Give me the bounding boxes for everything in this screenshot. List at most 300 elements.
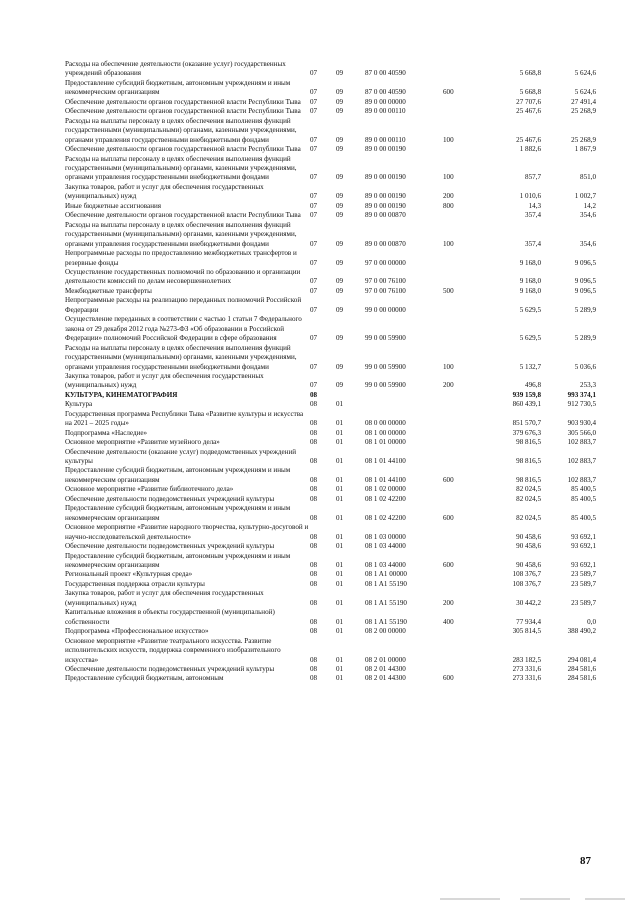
row-sum-year-2: 25 268,9 [571,135,596,144]
row-subsection: 09 [336,305,344,314]
row-expense-type: 600 [443,674,454,683]
row-target-article: 08 1 A1 55190 [365,617,407,626]
row-subsection: 01 [336,665,344,673]
row-section: 08 [310,494,318,503]
row-name: Обеспечение деятельности органов государственной власти Республики Тыва [65,107,301,116]
row-name: Расходы на выплаты персоналу в целях обеспечения выполнения функций государственными (муниципальными) органами, казенными учреждениями, органами управления государственными внебюджетными фондами [65,116,297,144]
row-name: Расходы на выплаты персоналу в целях обеспечения выполнения функций государственными (муниципальными) органами, казенными учреждениями, органами управления государственными внебюджетными фондами [65,154,297,182]
row-target-article: 99 0 00 00000 [365,305,406,314]
row-target-article: 08 2 00 00000 [365,627,406,636]
row-name: Основное мероприятие «Развитие музейного дела» [65,438,220,447]
row-subsection: 01 [336,570,344,579]
row-expense-type [443,145,483,154]
row-expense-type [443,211,483,220]
row-name: Расходы на выплаты персоналу в целях обеспечения выполнения функций государственными (муниципальными) органами, казенными учреждениями, органами управления государственными внебюджетными фондами [65,343,297,371]
table-row [65,627,598,636]
table-row [65,107,598,116]
row-subsection: 01 [336,542,344,551]
row-section: 07 [310,286,318,295]
row-name: Обеспечение деятельности подведомственных учреждений культуры [65,494,275,503]
row-target-article [365,391,443,400]
row-section: 07 [310,135,318,144]
row-subsection: 09 [336,145,344,154]
row-name: Обеспечение деятельности подведомственных учреждений культуры [65,665,275,673]
table-row [65,589,598,608]
row-subsection: 01 [336,561,344,570]
row-sum-year-2: 23 589,7 [571,570,596,579]
row-name: Обеспечение деятельности подведомственных учреждений культуры [65,542,275,551]
row-name: Обеспечение деятельности органов государственной власти Республики Тыва [65,97,301,106]
row-target-article: 89 0 00 00870 [365,239,406,248]
table-row [65,296,598,315]
row-sum-year-1: 496,8 [525,381,541,390]
row-expense-type [443,570,483,579]
row-section: 08 [310,579,318,588]
row-sum-year-2: 14,2 [583,201,596,210]
row-sum-year-2: 23 589,7 [571,598,596,607]
row-section: 08 [310,485,318,494]
row-sum-year-1: 25 467,6 [516,107,541,116]
row-section: 07 [310,201,318,210]
row-expense-type [443,391,483,400]
row-sum-year-2: 85 400,5 [571,513,596,522]
row-sum-year-2: 305 566,0 [567,428,596,437]
row-section: 08 [310,532,318,541]
row-sum-year-1: 108 376,7 [512,570,541,579]
table-row [65,504,598,523]
row-section: 07 [310,173,318,182]
row-expense-type: 800 [443,201,454,210]
row-target-article: 08 1 02 42200 [365,494,406,503]
row-subsection: 09 [336,277,344,286]
row-subsection: 09 [336,107,344,116]
row-subsection [336,391,365,400]
row-target-article: 08 1 01 44100 [365,457,406,466]
row-sum-year-2: 23 589,7 [571,579,596,588]
table-row [65,466,598,485]
row-sum-year-2: 851,0 [580,173,596,182]
row-subsection: 01 [336,400,344,409]
row-section: 07 [310,258,318,267]
row-sum-year-1: 98 816,5 [516,475,541,484]
row-target-article: 08 2 01 44300 [365,674,406,683]
row-expense-type [443,296,483,315]
row-name: Обеспечение деятельности органов государственной власти Республики Тыва [65,145,301,154]
row-subsection: 01 [336,598,344,607]
row-name: Культура [65,400,93,409]
row-sum-year-1: 1 010,6 [519,192,541,201]
row-sum-year-1: 25 467,6 [516,135,541,144]
row-expense-type [443,268,483,287]
table-row [65,211,598,220]
row-expense-type: 500 [443,286,454,295]
row-sum-year-2: 27 491,4 [571,97,596,106]
row-sum-year-1: 9 168,0 [519,258,541,267]
row-section: 07 [310,211,318,220]
table-row [65,410,598,429]
row-sum-year-2: 93 692,1 [571,542,596,551]
row-sum-year-2: 102 883,7 [567,438,596,447]
row-sum-year-1: 379 676,3 [512,428,541,437]
row-section: 07 [310,107,318,116]
row-target-article: 97 0 00 76100 [365,277,406,286]
row-section: 08 [310,419,318,428]
row-expense-type [443,107,483,116]
table-row [65,344,598,372]
row-sum-year-1: 9 168,0 [519,286,541,295]
row-sum-year-1: 82 024,5 [516,513,541,522]
row-subsection: 01 [336,438,344,447]
row-subsection: 09 [336,381,344,390]
table-row [65,145,598,154]
table-row [65,287,598,296]
row-section: 07 [310,334,318,343]
row-subsection: 01 [336,627,344,636]
row-subsection: 09 [336,69,344,78]
row-section: 08 [310,561,318,570]
row-target-article: 89 0 00 00190 [365,145,406,154]
row-expense-type: 400 [443,617,454,626]
row-sum-year-2: 102 883,7 [567,457,596,466]
row-sum-year-1: 851 570,7 [512,419,541,428]
table-row [65,429,598,438]
row-subsection: 09 [336,286,344,295]
row-expense-type [443,249,483,268]
row-sum-year-1: 90 458,6 [516,561,541,570]
row-subsection: 01 [336,419,344,428]
row-target-article: 99 0 00 59900 [365,362,406,371]
table-row [65,448,598,467]
table-row [65,495,598,504]
row-expense-type [443,438,483,447]
row-name: Подпрограмма «Наследие» [65,428,148,437]
row-sum-year-1: 82 024,5 [516,494,541,503]
row-sum-year-2: 1 002,7 [574,192,596,201]
row-sum-year-1: 305 814,5 [512,627,541,636]
row-name: Региональный проект «Культурная среда» [65,570,193,579]
row-target-article: 87 0 00 40590 [365,88,406,97]
table-row [65,400,598,409]
row-sum-year-2: 354,6 [580,211,596,220]
row-section: 07 [310,305,318,314]
row-target-article: 89 0 00 00190 [365,173,406,182]
table-row [65,485,598,494]
row-expense-type: 600 [443,88,454,97]
table-row [65,315,598,343]
row-name: Предоставление субсидий бюджетным, автономным учреждениям и иным некоммерческим организациям [65,504,291,522]
table-row [65,221,598,249]
row-expense-type [443,400,483,409]
row-sum-year-1: 860 439,1 [512,400,541,409]
row-section: 07 [310,145,318,154]
row-sum-year-2: 354,6 [580,239,596,248]
row-sum-year-1: 30 442,2 [516,598,541,607]
row-subsection: 01 [336,579,344,588]
row-name: Иные бюджетные ассигнования [65,201,162,210]
row-expense-type [443,542,483,551]
row-expense-type [443,429,483,438]
row-name: Предоставление субсидий бюджетным, автономным [65,674,224,683]
row-expense-type: 200 [443,192,454,201]
row-sum-year-1: 14,3 [528,201,541,210]
row-expense-type [443,665,483,674]
budget-table [65,60,598,684]
table-row [65,117,598,145]
table-row [65,665,598,674]
row-sum-year-1: 5 668,8 [519,69,541,78]
row-name: Основное мероприятие «Развитие народного творчества, культурно-досуговой и научно-исследовательской деятельности» [65,523,309,541]
row-section: 08 [310,674,318,683]
row-target-article: 89 0 00 00190 [365,192,406,201]
table-row [65,542,598,551]
row-name: Предоставление субсидий бюджетным, автономным учреждениям и иным некоммерческим организациям [65,551,291,570]
row-sum-year-2: 93 692,1 [571,532,596,541]
table-row [65,391,598,400]
row-sum-year-2: 284 581,6 [567,665,596,673]
row-name: Межбюджетные трансферты [65,286,152,295]
row-expense-type: 100 [443,362,454,371]
row-sum-year-2: 5 289,9 [574,334,596,343]
row-sum-year-2: 5 289,9 [574,305,596,314]
row-target-article: 08 1 A1 00000 [365,570,407,579]
row-sum-year-2: 9 096,5 [574,277,596,286]
row-sum-year-1: 273 331,6 [512,665,541,673]
row-target-article: 89 0 00 00870 [365,211,406,220]
row-section: 08 [310,627,318,636]
row-subsection: 01 [336,428,344,437]
row-expense-type [443,495,483,504]
row-expense-type: 200 [443,598,454,607]
row-subsection: 01 [336,475,344,484]
row-name: Осуществление переданных в соответствии с частью 1 статьи 7 Федерального закона от 29 декабря 2012 года №273-ФЗ «Об образовании в Российской Федерации» полномочий Российской Федерации в сфере образования [65,315,302,343]
row-sum-year-2: 9 096,5 [574,258,596,267]
row-name: Расходы на обеспечение деятельности (оказание услуг) государственных учреждений образования [65,60,286,78]
row-name: Государственная программа Республики Тыва «Развитие культуры и искусства на 2021 – 2025 годы» [65,409,304,428]
row-sum-year-1: 77 934,4 [516,617,541,626]
row-sum-year-2: 284 581,6 [567,674,596,683]
row-name: Закупка товаров, работ и услуг для обеспечения государственных (муниципальных) нужд [65,589,264,607]
row-section: 07 [310,239,318,248]
row-expense-type [443,627,483,636]
row-sum-year-2: 5 624,6 [574,69,596,78]
row-subsection: 09 [336,173,344,182]
row-sum-year-1: 857,7 [525,173,541,182]
table-row [65,637,598,665]
row-expense-type: 600 [443,475,454,484]
row-name: Осуществление государственных полномочий по образованию и организации деятельности комиссий по делам несовершеннолетних [65,267,301,286]
row-sum-year-2: 388 490,2 [567,627,596,636]
table-row [65,202,598,211]
row-subsection: 09 [336,362,344,371]
scan-edge-marks [0,895,639,905]
row-sum-year-2: 9 096,5 [574,286,596,295]
row-subsection: 09 [336,211,344,220]
row-target-article: 89 0 00 00110 [365,107,406,116]
row-section: 07 [310,277,318,286]
row-target-article: 08 1 03 44000 [365,561,406,570]
row-sum-year-1: 5 629,5 [519,305,541,314]
row-sum-year-1: 90 458,6 [516,532,541,541]
row-sum-year-2: 912 730,5 [567,400,596,409]
row-expense-type: 100 [443,135,454,144]
row-target-article: 08 1 03 00000 [365,532,406,541]
row-expense-type [443,580,483,589]
row-section: 08 [310,570,318,579]
row-target-article: 08 1 A1 55190 [365,598,407,607]
row-section: 08 [310,400,318,409]
row-name: Закупка товаров, работ и услуг для обеспечения государственных (муниципальных) нужд [65,371,264,390]
row-sum-year-1: 27 707,6 [516,97,541,106]
row-sum-year-1: 1 882,6 [519,145,541,154]
row-target-article [365,400,443,409]
row-section: 07 [310,97,318,106]
table-row [65,523,598,542]
row-target-article: 97 0 00 00000 [365,258,406,267]
row-sum-year-1: 5 629,5 [519,334,541,343]
row-sum-year-1: 98 816,5 [516,438,541,447]
row-sum-year-2: 294 081,4 [567,655,596,664]
row-section: 08 [310,665,318,673]
row-section: 08 [310,655,318,664]
row-subsection: 09 [336,97,344,106]
row-subsection: 01 [336,457,344,466]
row-subsection: 01 [336,513,344,522]
row-sum-year-2: 903 930,4 [567,419,596,428]
row-section: 08 [310,428,318,437]
budget-table-body [65,60,598,684]
row-subsection: 01 [336,617,344,626]
row-subsection: 01 [336,532,344,541]
row-subsection: 01 [336,655,344,664]
row-target-article: 87 0 00 40590 [365,69,406,78]
row-sum-year-2: 0,0 [587,617,596,626]
row-subsection: 01 [336,485,344,494]
row-target-article: 08 1 01 44100 [365,475,406,484]
row-sum-year-2: 1 867,9 [574,145,596,154]
row-target-article: 89 0 00 00110 [365,135,406,144]
row-expense-type [443,315,483,343]
row-section: 07 [310,69,318,78]
table-row [65,580,598,589]
row-target-article: 89 0 00 00190 [365,201,406,210]
row-subsection: 09 [336,88,344,97]
table-row [65,372,598,391]
row-expense-type: 200 [443,381,454,390]
row-name: Капитальные вложения в объекты государственной (муниципальной) собственности [65,608,275,626]
table-row [65,608,598,627]
row-target-article: 08 0 00 00000 [365,419,406,428]
row-target-article: 08 2 01 00000 [365,655,406,664]
row-target-article: 08 1 03 44000 [365,542,406,551]
table-row [65,552,598,571]
row-section: 08 [310,513,318,522]
row-section: 08 [310,457,318,466]
row-section: 08 [310,617,318,626]
row-target-article: 89 0 00 00000 [365,97,406,106]
row-target-article: 99 0 00 59900 [365,334,406,343]
row-expense-type [443,410,483,429]
row-sum-year-1: 82 024,5 [516,485,541,494]
table-row [65,98,598,107]
row-sum-year-2: 5 624,6 [574,88,596,97]
row-section: 07 [310,88,318,97]
table-row [65,60,598,79]
page-number: 87 [580,855,591,867]
table-row [65,570,598,579]
row-target-article: 97 0 00 76100 [365,286,406,295]
row-expense-type [443,485,483,494]
row-sum-year-2: 253,3 [580,381,596,390]
table-row [65,268,598,287]
row-expense-type [443,523,483,542]
row-sum-year-1: 9 168,0 [519,277,541,286]
row-sum-year-1: 5 132,7 [519,362,541,371]
row-sum-year-2: 85 400,5 [571,494,596,503]
row-section: 08 [310,475,318,484]
row-target-article: 08 1 00 00000 [365,428,406,437]
row-sum-year-2: 993 374,1 [567,390,596,399]
row-sum-year-2: 102 883,7 [567,475,596,484]
row-name: Основное мероприятие «Развитие театрального искусства. Развитие исполнительских искусств, поддержка современного изобразительного искусства» [65,636,281,664]
row-name: Обеспечение деятельности (оказание услуг) подведомственных учреждений культуры [65,447,297,466]
row-section: 08 [310,542,318,551]
table-row [65,155,598,183]
row-sum-year-1: 357,4 [525,211,541,220]
table-row [65,674,598,683]
row-sum-year-2: 85 400,5 [571,485,596,494]
table-row [65,79,598,98]
row-subsection: 09 [336,334,344,343]
row-sum-year-1: 5 668,8 [519,88,541,97]
row-expense-type [443,637,483,665]
row-target-article: 08 1 02 42200 [365,513,406,522]
row-expense-type: 100 [443,239,454,248]
row-sum-year-1: 108 376,7 [512,579,541,588]
table-row [65,183,598,202]
row-name: Подпрограмма «Профессиональное искусство» [65,627,209,636]
row-target-article: 08 1 01 00000 [365,438,406,447]
row-section: 08 [310,598,318,607]
row-sum-year-1: 357,4 [525,239,541,248]
row-subsection: 09 [336,135,344,144]
row-name: Непрограммные расходы на реализацию переданных полномочий Российской Федерации [65,296,302,314]
row-section: 07 [310,192,318,201]
row-target-article: 08 2 01 44300 [365,665,406,673]
row-name: Основное мероприятие «Развитие библиотечного дела» [65,485,234,494]
row-target-article: 08 1 02 00000 [365,485,406,494]
row-subsection: 09 [336,239,344,248]
row-subsection: 09 [336,192,344,201]
row-sum-year-1: 283 182,5 [512,655,541,664]
row-sum-year-1: 273 331,6 [512,674,541,683]
row-section: 08 [310,438,318,447]
row-name: Непрограммные расходы по предоставлению межбюджетных трансфертов и резервные фонды [65,249,297,267]
row-target-article: 99 0 00 59900 [365,381,406,390]
row-name: Обеспечение деятельности органов государственной власти Республики Тыва [65,211,301,220]
row-name: Закупка товаров, работ и услуг для обеспечения государственных (муниципальных) нужд [65,182,264,201]
row-sum-year-1: 98 816,5 [516,457,541,466]
row-expense-type [443,60,483,79]
row-sum-year-1: 939 159,8 [512,390,541,399]
table-row [65,249,598,268]
row-expense-type [443,98,483,107]
row-subsection: 09 [336,258,344,267]
row-section: 07 [310,362,318,371]
row-expense-type [443,448,483,467]
row-section: 07 [310,381,318,390]
row-target-article: 08 1 A1 55190 [365,579,407,588]
row-subsection: 01 [336,674,344,683]
